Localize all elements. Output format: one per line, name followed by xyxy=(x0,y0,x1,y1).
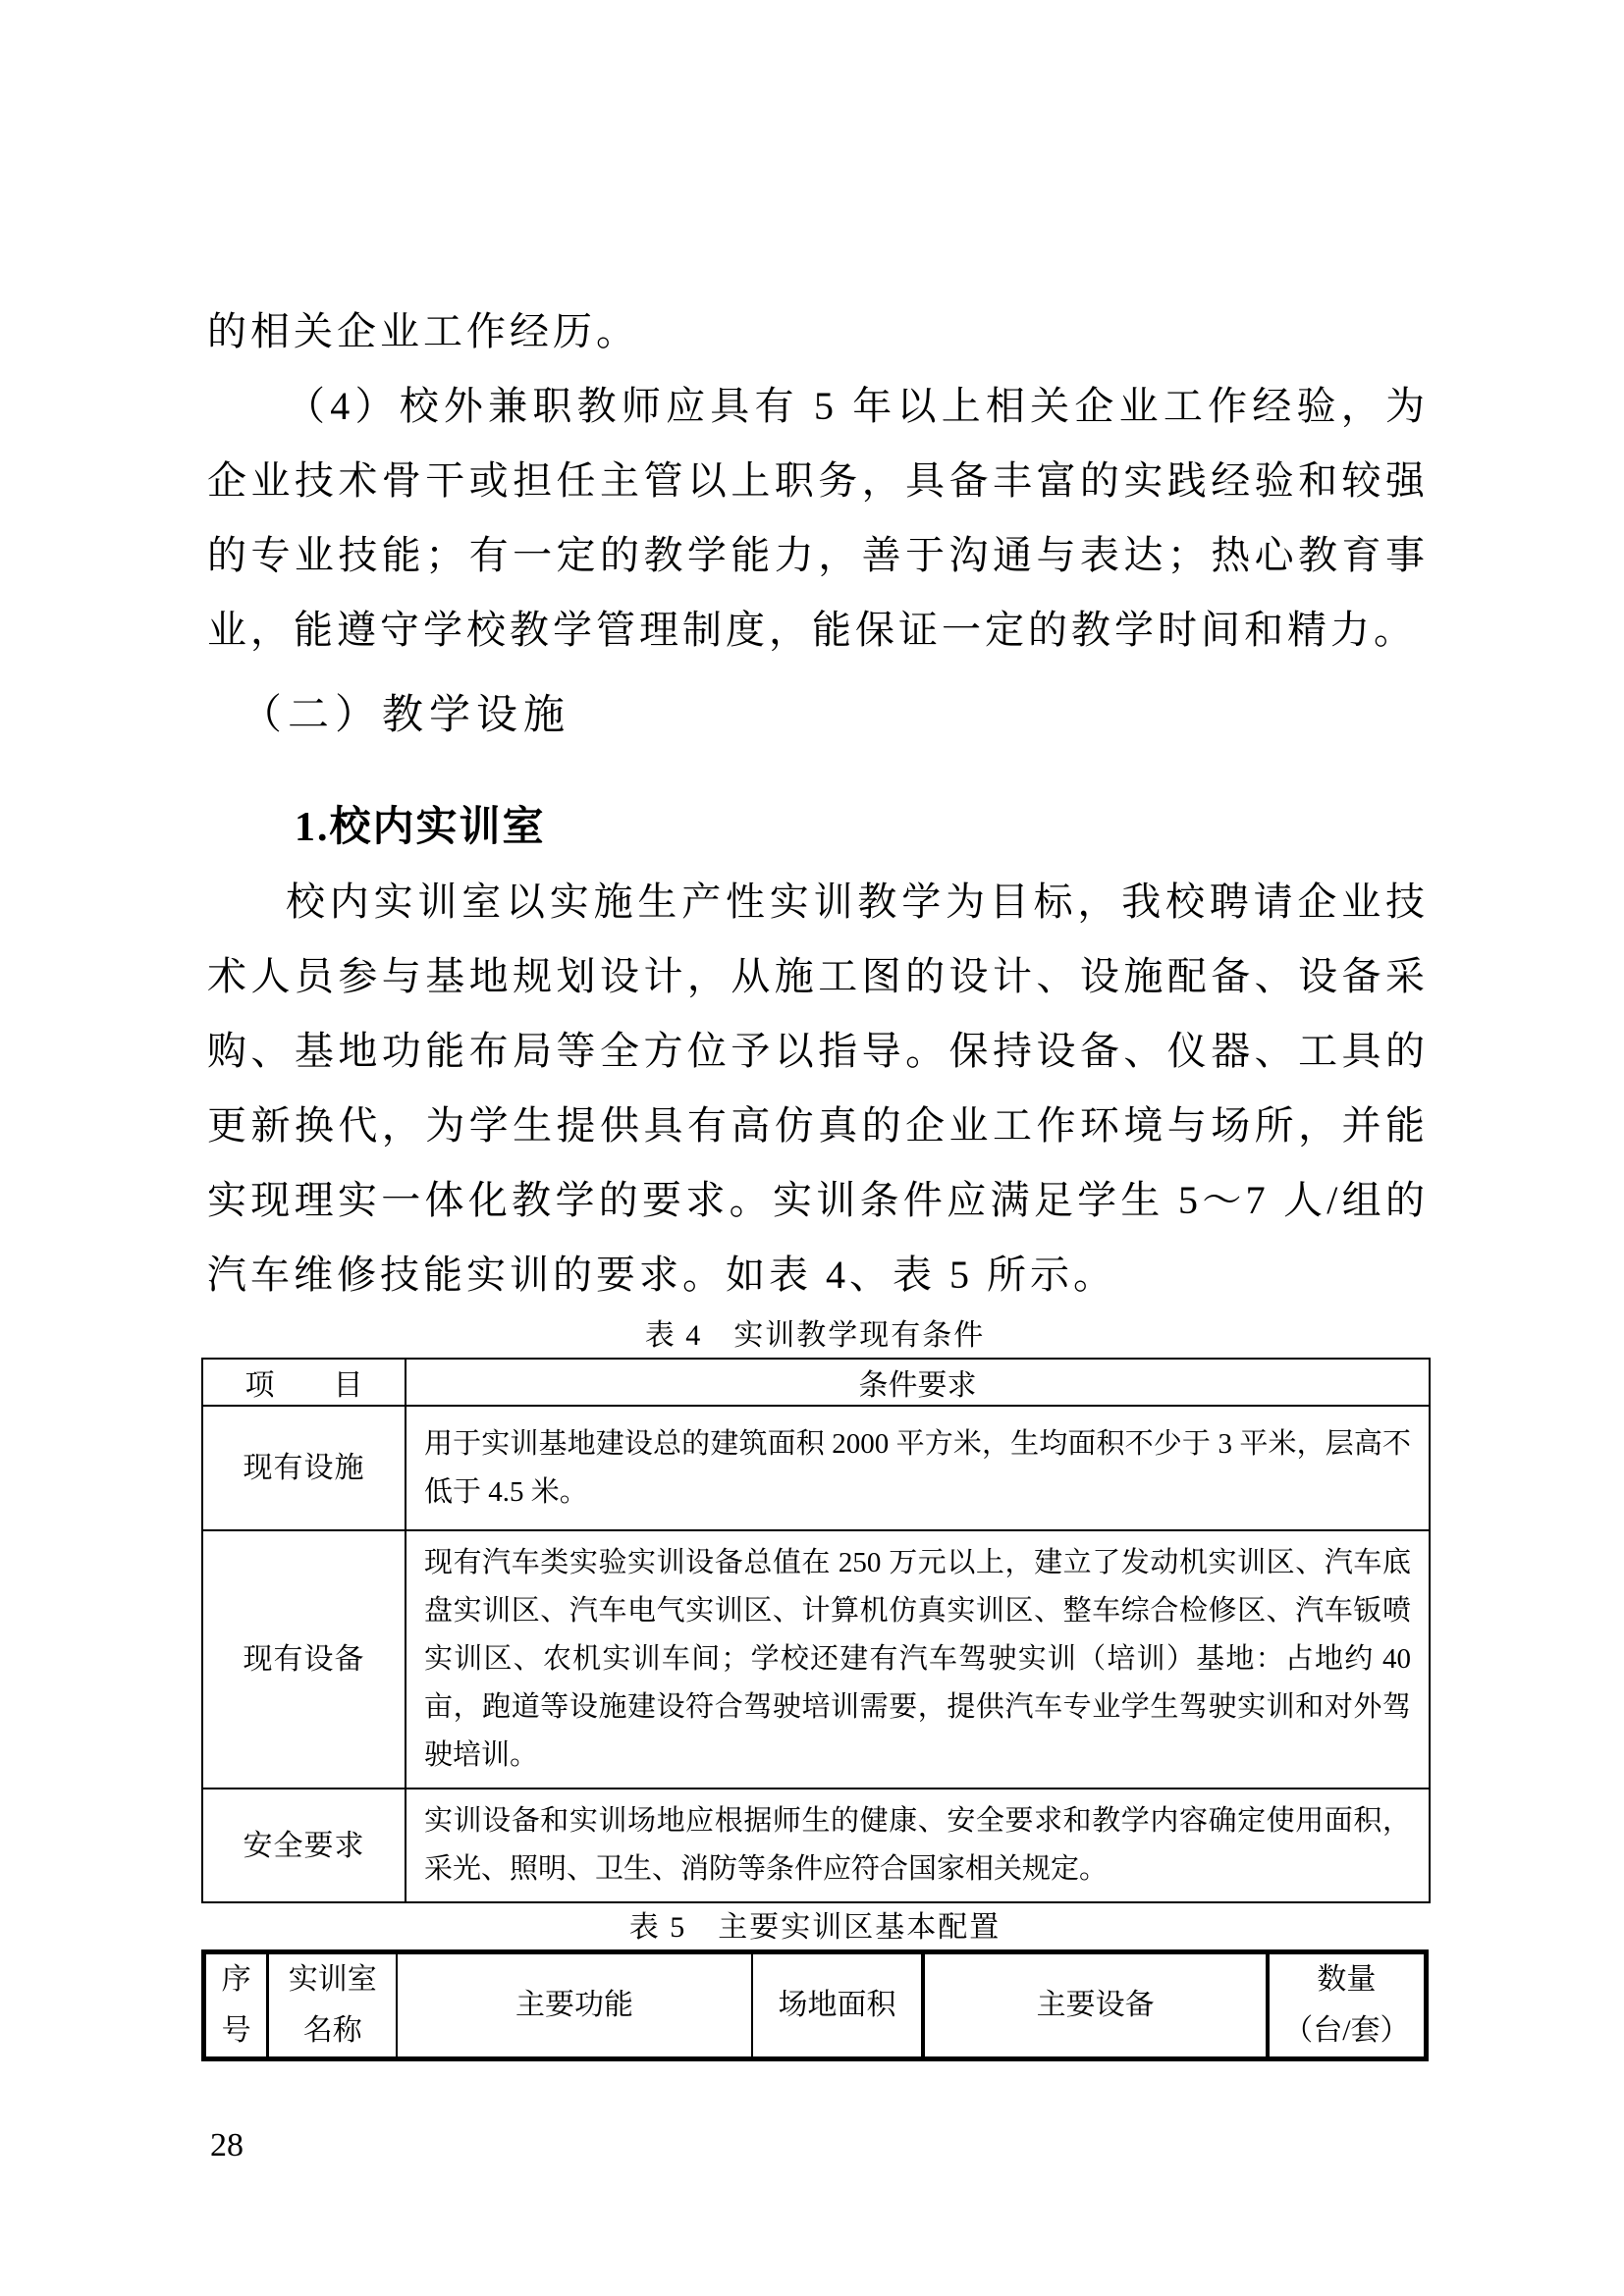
header-line: （台/套） xyxy=(1283,2014,1410,2047)
table5-header-row xyxy=(204,1952,1427,2059)
header-line: 场地面积 xyxy=(778,1989,896,2021)
table-row xyxy=(202,1789,1430,1902)
table4-header-row xyxy=(202,1359,1430,1406)
table5-header-main-function xyxy=(397,1952,751,2059)
paragraph-intro: 校内实训室以实施生产性实训教学为目标，我校聘请企业技术人员参与基地规划设计，从施工图的设计、设施配备、设备采购、基地功能布局等全方位予以指导。保持设备、仪器、工具的更新换代，为学生提供具有高仿真的企业工作环境与场所，并能实现理实一体化教学的要求。实训条件应满足学生 5～7 人/组的汽车维修技能实训的要求。如表 4、表 5 所示。 xyxy=(207,880,1429,1297)
table5-header-site-area xyxy=(752,1952,924,2059)
table4-row1-item: 现有设施 xyxy=(202,1406,406,1530)
section-heading: （二）教学设施 xyxy=(241,693,571,738)
table4-row2-requirement: 现有汽车类实验实训设备总值在 250 万元以上，建立了发动机实训区、汽车底盘实训区、汽车电气实训区、计算机仿真实训区、整车综合检修区、汽车钣喷实训区、农机实训车间；学校还建有汽车驾驶实训（培训）基地：占地约 40 亩，跑道等设施建设符合驾驶培训需要，提供汽车专业学生驾驶实训和对外驾驶培训。 xyxy=(406,1530,1430,1789)
header-line: 数量 xyxy=(1317,1963,1377,1996)
table5-header-main-equipment xyxy=(923,1952,1267,2059)
table4-row3-requirement: 实训设备和实训场地应根据师生的健康、安全要求和教学内容确定使用面积，采光、照明、卫生、消防等条件应符合国家相关规定。 xyxy=(406,1789,1430,1902)
paragraph-item-4: （4）校外兼职教师应具有 5 年以上相关企业工作经验，为企业技术骨干或担任主管以上职务，具备丰富的实践经验和较强的专业技能；有一定的教学能力，善于沟通与表达；热心教育事业，能遵守学校教学管理制度，能保证一定的教学时间和精力。 xyxy=(207,384,1429,652)
page-content xyxy=(201,0,1429,2061)
header-line: 号 xyxy=(221,2014,251,2047)
table5-header-number xyxy=(204,1952,268,2059)
table4-item-column-header: 项 目 xyxy=(202,1359,406,1406)
table4-row2-item: 现有设备 xyxy=(202,1530,406,1789)
table5-caption: 表 5 主要实训区基本配置 xyxy=(628,1911,1001,1944)
header-line: 名称 xyxy=(302,2014,362,2047)
body-text xyxy=(207,294,1429,1312)
subsection-heading: 1.校内实训室 xyxy=(295,805,546,850)
page-number: 28 xyxy=(210,2127,244,2163)
header-line: 实训室 xyxy=(288,1963,377,1996)
table4-caption: 表 4 实训教学现有条件 xyxy=(644,1319,986,1352)
table-row xyxy=(202,1406,1430,1530)
table4-row1-requirement: 用于实训基地建设总的建筑面积 2000 平方米，生均面积不少于 3 平米，层高不低于 4.5 米。 xyxy=(406,1406,1430,1530)
table5 xyxy=(201,1949,1429,2061)
header-line: 主要功能 xyxy=(514,1989,633,2021)
table4-requirement-column-header: 条件要求 xyxy=(406,1359,1430,1406)
paragraph-continuation: 的相关企业工作经历。 xyxy=(207,309,639,353)
header-line: 序 xyxy=(221,1963,251,1996)
table5-header-room-name xyxy=(268,1952,398,2059)
header-line: 主要设备 xyxy=(1036,1989,1155,2021)
table4 xyxy=(201,1358,1431,1903)
table4-row3-item: 安全要求 xyxy=(202,1789,406,1902)
table5-header-quantity xyxy=(1268,1952,1427,2059)
table-row xyxy=(202,1530,1430,1789)
